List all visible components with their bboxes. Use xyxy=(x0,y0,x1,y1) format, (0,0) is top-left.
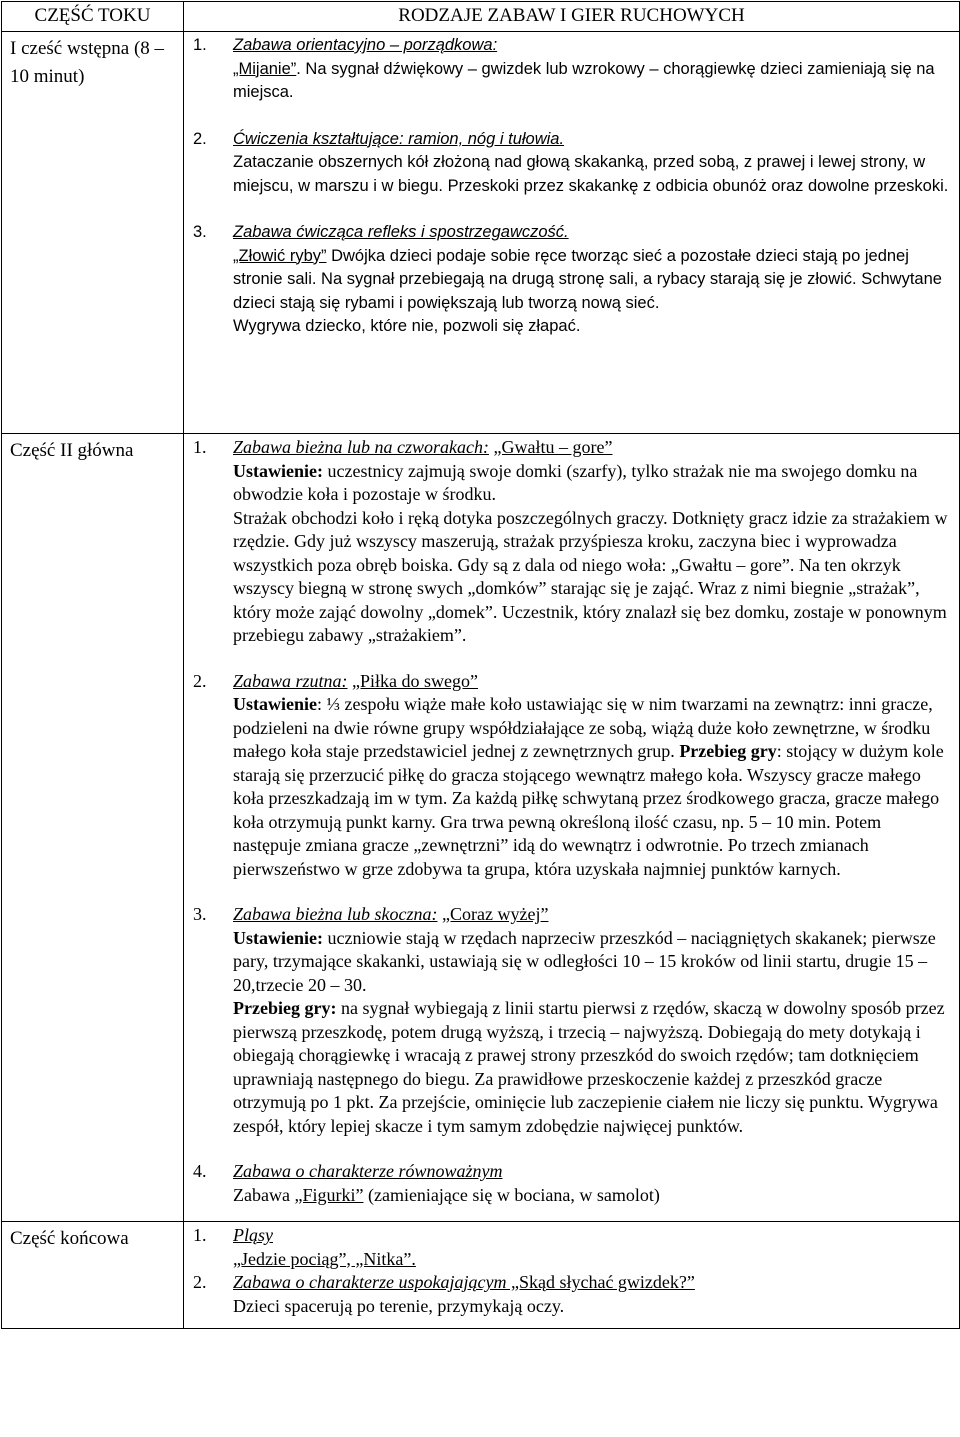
item-title: Zabawa ćwicząca refleks i spostrzegawczość. xyxy=(233,223,569,241)
game-name: „Piłka do swego” xyxy=(352,670,479,691)
setup-label: Ustawienie: xyxy=(233,460,323,481)
item-title: Pląsy xyxy=(233,1225,273,1245)
game-name: „Mijanie” xyxy=(233,59,297,78)
item-number: 3. xyxy=(193,904,207,924)
item-text-2: Wygrywa dziecko, które nie, pozwoli się złapać. xyxy=(233,317,581,335)
lesson-plan-table xyxy=(1,1,960,1329)
part2-item-1 xyxy=(192,436,953,648)
part2-content xyxy=(184,434,960,1222)
item-number: 2. xyxy=(193,670,207,691)
part1-item-1 xyxy=(192,34,953,105)
part2-item-3 xyxy=(192,903,953,1138)
course-label: Przebieg gry xyxy=(679,741,777,761)
part2-item-2 xyxy=(192,670,953,882)
header-row xyxy=(2,2,960,32)
part1-label: I cześć wstępna (8 – 10 minut) xyxy=(2,32,184,434)
item-number: 4. xyxy=(193,1161,207,1181)
item-text: Strażak obchodzi koło i ręką dotyka poszczególnych graczy. Dotknięty gracz idzie za strażakiem w rzędzie. Gdy już wszyscy maszerują, strażak przyśpiesza kroku, zaczyna biec i wyprowadza wszystkich poza obręb boiska. Gdy są z dala od niego woła: „Gwałtu – gore”. Na ten okrzyk wszyscy biegną w stronę swych „domków” starając się je zająć. Wraz z nimi biegnie „strażak”, który może zająć dowolny „domek”. Uczestnik, który znalazł się bez domku, zostaje w ponownym przebiegu zabawy „strażakiem”. xyxy=(233,507,948,645)
item-text: Dzieci spacerują po terenie, przymykają oczy. xyxy=(233,1295,565,1316)
course-text: na sygnał wybiegają z linii startu pierwsi z rzędów, skaczą w dowolny sposób przez pierwszą przeszkodę, potem drugą wyższą, i trzecią – najwyższą. Dobiegają do mety dotykają i obiegają chorągiewkę i wracają z prawej strony przeszkód do swoich rzędów; tam dotknięciem uprawniają następnego do biegu. Za prawidłowe przeskoczenie każdej z przeszkód gracze otrzymują po 1 pkt. Za przejście, ominięcie lub zaczepienie ciałem nie liczy się punktu. Wygrywa zespół, który lepiej skacze i tym samym zdobędzie najwięcej punktów. xyxy=(233,998,945,1136)
game-name: „Figurki” xyxy=(294,1184,364,1205)
game-name: „Coraz wyżej” xyxy=(442,904,549,924)
part3-label: Część końcowa xyxy=(2,1222,184,1329)
part1-row xyxy=(2,32,960,434)
item-title: Zabawa o charakterze równoważnym xyxy=(233,1161,503,1181)
part1-item-3 xyxy=(192,221,953,339)
item-number: 3. xyxy=(193,223,207,241)
item-title: Zabawa bieżna lub skoczna: xyxy=(233,904,438,924)
item-text: Zataczanie obszernych kół złożoną nad głową skakanką, przed sobą, z prawej i lewej strony, w miejscu, w marszu i w biegu. Przeskoki przez skakankę z odbicia obunóż oraz dowolne przeskoki. xyxy=(233,153,949,195)
game-name: „Skąd słychać gwizdek?” xyxy=(506,1272,695,1292)
game-name: „Złowić ryby” xyxy=(233,246,327,265)
setup-label: Ustawienie xyxy=(233,694,317,714)
setup-text: uczniowie stają w rzędach naprzeciw przeszkód – naciągniętych skakanek; pierwsze pary, trzymające skakanki, ustawiają się w odległości 10 – 15 kroków od linii startu, drugie 15 – 20,trzecie 20 – 30. xyxy=(233,927,936,995)
item-text: „Jedzie pociąg”, „Nitka”. xyxy=(233,1248,416,1269)
part1-item-2 xyxy=(192,128,953,199)
item-title: Zabawa rzutna: xyxy=(233,670,348,691)
header-part: CZĘŚĆ TOKU xyxy=(2,2,184,32)
setup-text: : ⅓ zespołu wiąże małe koło ustawiając się w nim twarzami na zewnątrz: inni gracze, podzieleni na dwie równe grupy współdziałające ze sobą, wiążą duże koło zewnętrzne, w środku małego koła staje przedstawiciel jednej z zewnętrznych grup. xyxy=(233,694,933,761)
item-number: 1. xyxy=(193,437,207,457)
part3-row xyxy=(2,1222,960,1329)
item-number: 2. xyxy=(193,129,207,148)
part2-row xyxy=(2,434,960,1222)
game-name: „Gwałtu – gore” xyxy=(493,437,613,457)
item-title: Ćwiczenia kształtujące: ramion, nóg i tułowia. xyxy=(233,129,565,148)
part3-item-2 xyxy=(192,1271,953,1318)
setup-label: Ustawienie: xyxy=(233,927,323,948)
part2-label: Część II główna xyxy=(2,434,184,1222)
item-lead: Zabawa xyxy=(233,1184,295,1205)
item-title: Zabawa o charakterze uspokajającym xyxy=(233,1272,507,1292)
course-label: Przebieg gry: xyxy=(233,998,337,1018)
item-number: 2. xyxy=(193,1272,207,1292)
part3-item-1 xyxy=(192,1224,953,1271)
item-text: . Na sygnał dźwiękowy – gwizdek lub wzrokowy – chorągiewkę dzieci zamieniają się na miejsca. xyxy=(233,59,935,101)
item-number: 1. xyxy=(193,1225,207,1245)
part1-content xyxy=(184,32,960,434)
setup-text: uczestnicy zajmują swoje domki (szarfy), tylko strażak nie ma swojego domku na obwodzie koła i pozostaje w środku. xyxy=(233,460,918,504)
course-text: : stojący w dużym kole starają się przerzucić piłkę do gracza stojącego wewnątrz małego koła. Wszyscy gracze małego koła przeszkadzają im w tym. Za każdą piłkę schwytaną przez środkowego gracza, gracze małego koła otrzymują punkt karny. Gra trwa pewną określoną ilość czasu, np. 5 – 10 min. Potem następuje zmiana gracze „zewnętrzni” idą do wewnątrz i odwrotnie. Po trzech zmianach pierwszeństwo w grze zdobywa ta grupa, która uzyskała najmniej punktów karnych. xyxy=(233,741,944,879)
item-title: Zabawa orientacyjno – porządkowa: xyxy=(233,36,498,54)
part3-content xyxy=(184,1222,960,1329)
item-number: 1. xyxy=(193,36,207,54)
item-text: (zamieniające się w bociana, w samolot) xyxy=(363,1184,660,1205)
item-title: Zabawa bieżna lub na czworakach: xyxy=(233,437,489,457)
item-text: Dwójka dzieci podaje sobie ręce tworząc sieć a pozostałe dzieci stają po jednej stronie sali. Na sygnał przebiegają na drugą stronę sali, a rybacy starają się je złowić. Schwytane dzieci stają się rybami i powiększają lub tworzą nową sieć. xyxy=(233,246,942,312)
header-games: RODZAJE ZABAW I GIER RUCHOWYCH xyxy=(184,2,960,32)
part2-item-4 xyxy=(192,1160,953,1207)
